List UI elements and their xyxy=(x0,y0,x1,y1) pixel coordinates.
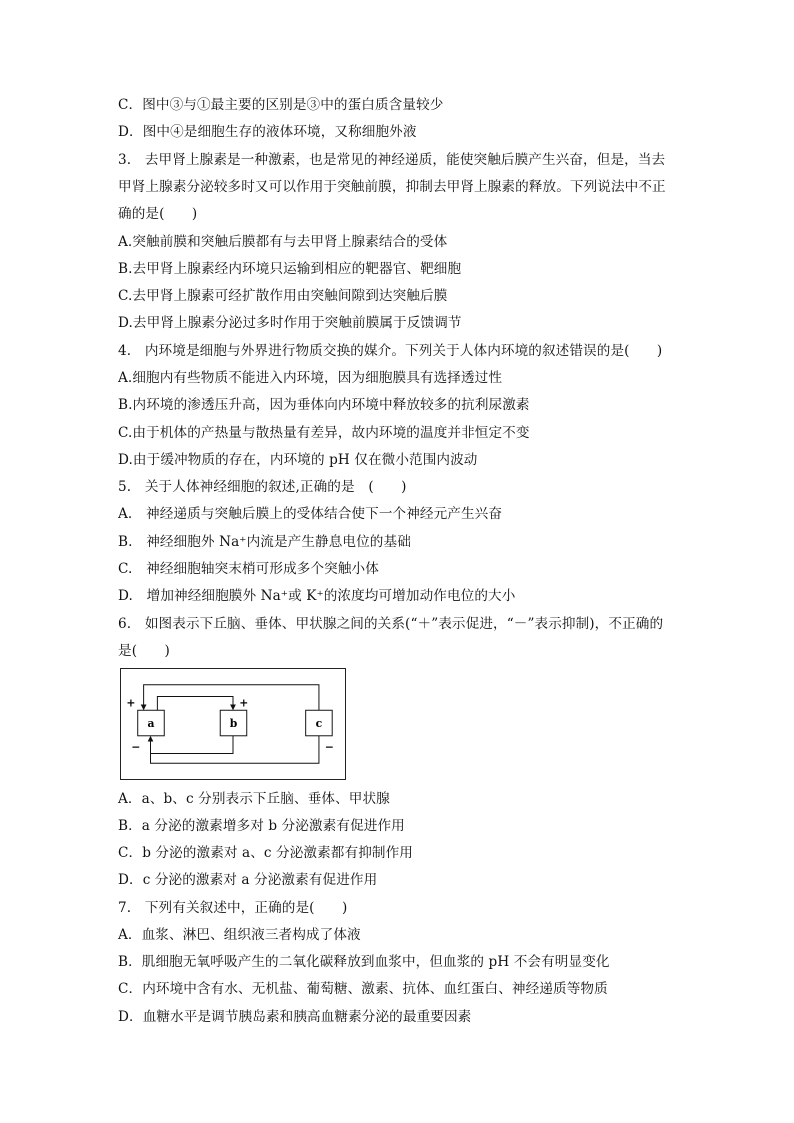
q3-stem-line2: 甲肾上腺素分泌较多时又可以作用于突触前膜，抑制去甲肾上腺素的释放。下列说法中不正 xyxy=(118,179,666,195)
minus-sign-a: − xyxy=(131,740,141,754)
q5-option-b: B. 神经细胞外 Na⁺内流是产生静息电位的基础 xyxy=(118,534,411,550)
q6-option-d: D．c 分泌的激素对 a 分泌激素有促进作用 xyxy=(118,872,378,888)
plus-sign-b: + xyxy=(239,696,249,710)
q6-option-b: B．a 分泌的激素增多对 b 分泌激素有促进作用 xyxy=(118,818,405,834)
hormone-feedback-diagram xyxy=(120,668,346,780)
box-a-label: a xyxy=(147,716,155,730)
arrow-c-to-a xyxy=(144,685,319,711)
q7-stem: 7. 下列有关叙述中，正确的是( ) xyxy=(118,900,348,916)
q7-option-a: A．血浆、淋巴、组织液三者构成了体液 xyxy=(118,927,361,943)
q4-option-b: B.内环境的渗透压升高，因为垂体向内环境中释放较多的抗利尿激素 xyxy=(118,397,530,413)
q3-stem-line3: 确的是( ) xyxy=(118,206,198,222)
q3-option-b: B.去甲肾上腺素经内环境只运输到相应的靶器官、靶细胞 xyxy=(118,261,462,277)
q5-option-a: A. 神经递质与突触后膜上的受体结合使下一个神经元产生兴奋 xyxy=(118,506,503,522)
minus-sign-c: − xyxy=(324,740,334,754)
q4-option-a: A.细胞内有些物质不能进入内环境，因为细胞膜具有选择透过性 xyxy=(118,370,503,386)
q4-option-c: C.由于机体的产热量与散热量有差异，故内环境的温度并非恒定不变 xyxy=(118,425,530,441)
box-b-label: b xyxy=(229,716,238,730)
q6-stem-line1: 6. 如图表示下丘脑、垂体、甲状腺之间的关系(“＋”表示促进，“－”表示抑制)，不正确的 xyxy=(118,616,664,632)
q3-option-c: C.去甲肾上腺素可经扩散作用由突触间隙到达突触后膜 xyxy=(118,288,448,304)
q6-option-c: C．b 分泌的激素对 a、c 分泌激素都有抑制作用 xyxy=(118,845,413,861)
q7-option-c: C．内环境中含有水、无机盐、葡萄糖、激素、抗体、血红蛋白、神经递质等物质 xyxy=(118,981,608,997)
q2-option-c: C．图中③与①最主要的区别是③中的蛋白质含量较少 xyxy=(118,97,444,113)
q6-option-a: A．a、b、c 分别表示下丘脑、垂体、甲状腺 xyxy=(118,791,390,807)
q5-option-d: D. 增加神经细胞膜外 Na⁺或 K⁺的浓度均可增加动作电位的大小 xyxy=(118,588,516,604)
box-c-label: c xyxy=(315,716,323,730)
q4-option-d: D.由于缓冲物质的存在，内环境的 pH 仅在微小范围内波动 xyxy=(118,452,478,468)
q3-option-d: D.去甲肾上腺素分泌过多时作用于突触前膜属于反馈调节 xyxy=(118,315,462,331)
q2-option-d: D．图中④是细胞生存的液体环境，又称细胞外液 xyxy=(118,124,417,140)
q6-stem-line2: 是( ) xyxy=(118,643,170,659)
q3-stem-line1: 3. 去甲肾上腺素是一种激素，也是常见的神经递质，能使突触后膜产生兴奋，但是，当去 xyxy=(118,152,666,168)
arrow-c-to-a-bottom xyxy=(151,736,319,764)
arrow-a-to-b xyxy=(157,697,233,711)
q3-option-a: A.突触前膜和突触后膜都有与去甲肾上腺素结合的受体 xyxy=(118,234,448,250)
q5-option-c: C. 神经细胞轴突末梢可形成多个突触小体 xyxy=(118,561,379,577)
q7-option-d: D．血糖水平是调节胰岛素和胰高血糖素分泌的最重要因素 xyxy=(118,1009,472,1025)
plus-sign-a: + xyxy=(126,696,136,710)
q7-option-b: B．肌细胞无氧呼吸产生的二氧化碳释放到血浆中，但血浆的 pH 不会有明显变化 xyxy=(118,954,610,970)
q4-stem: 4. 内环境是细胞与外界进行物质交换的媒介。下列关于人体内环境的叙述错误的是( ) xyxy=(118,343,663,359)
q5-stem: 5. 关于人体神经细胞的叙述,正确的是 ( ) xyxy=(118,479,407,495)
arrow-b-to-a xyxy=(151,736,234,754)
